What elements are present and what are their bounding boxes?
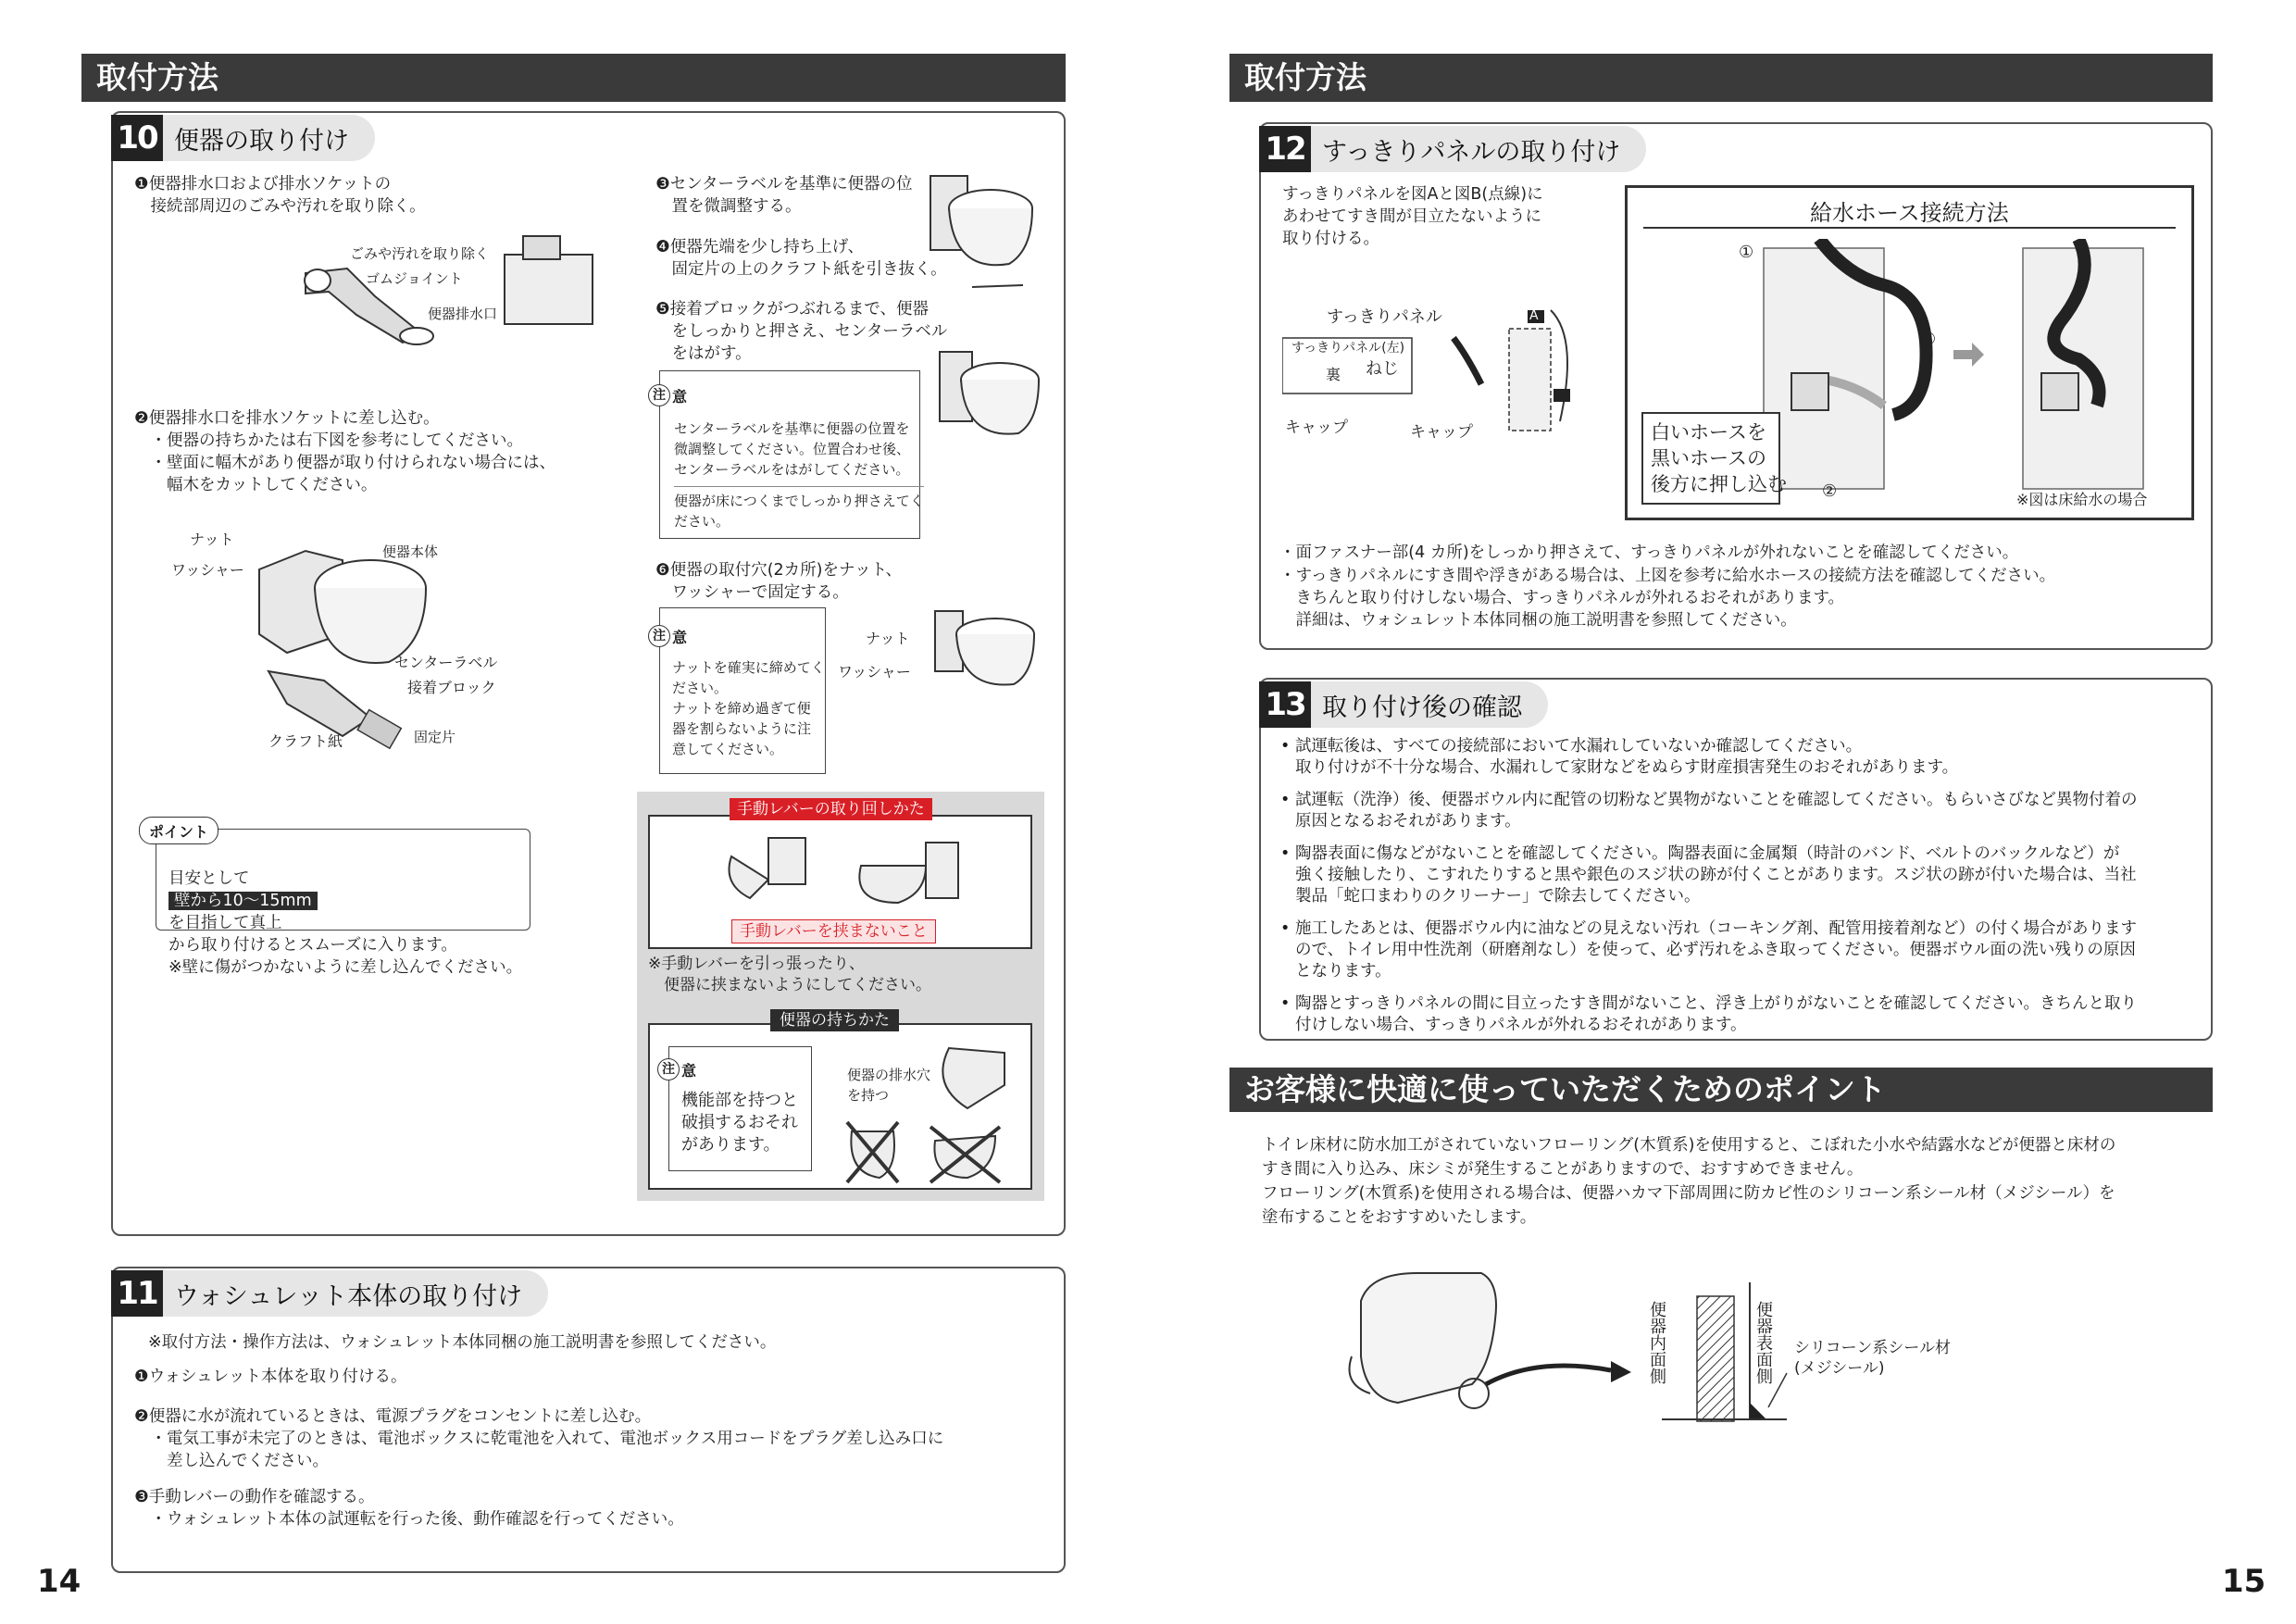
label-seal: シリコーン系シール材 (メジシール) [1794,1339,1951,1378]
step13-item-text: 試運転（洗浄）後、便器ボウル内に配管の切粉など異物がないことを確認してください。もらいさびなど異物付着の 原因となるおそれがあります。 [1295,791,2138,831]
point-tag [139,817,218,844]
step13-item [1280,918,2197,982]
label-outlet: 便器排水口 [428,306,498,322]
hose-note: 白いホースを 黒いホースの 後方に押し込む [1651,421,1787,495]
caution-icon-2: 注 [648,625,670,647]
hose-number-3: ③ [1921,330,1937,349]
left-header-text: 取付方法 [96,59,218,95]
step13-item-text: 陶器とすっきりパネルの間に目立ったすき間がないこと、浮き上がりがないことを確認してください。きちんと取り 付けしない場合、すっきりパネルが外れるおそれがあります。 [1295,994,2137,1034]
caution-tag-1 [648,384,687,406]
hose-footnote: ※図は床給水の場合 [2016,491,2148,508]
caution-icon: 注 [648,384,670,406]
holding-title: 便器の持ちかた [770,1009,899,1031]
step10-number: 10 [111,115,163,161]
step13-item [1280,790,2197,832]
hose-number-2: ② [1822,481,1838,501]
lever-warning: 手動レバーを挟まないこと [731,919,936,943]
comfort-header-text: お客様に快適に使っていただくためのポイント [1244,1071,1886,1107]
label-fixing-piece: 固定片 [414,729,456,745]
lever-note: ※手動レバーを引っ張ったり、 便器に挟まないようにしてください。 [648,955,931,994]
step10-instruction-6: ❻便器の取付穴(2カ所)をナット、 ワッシャーで固定する。 [655,561,903,602]
step11-instruction-3: ❸手動レバーの動作を確認する。 ・ウォシュレット本体の試運転を行った後、動作確認を行ってください。 [134,1488,684,1529]
label-outer-side: 便器表面側 [1753,1301,1773,1384]
label-center-label: センターラベル [394,654,498,671]
right-header-text: 取付方法 [1244,59,1366,95]
step11-number: 11 [111,1270,163,1317]
holding-illustration [838,1030,1023,1187]
label-inner-side: 便器内面側 [1647,1301,1666,1384]
step12-bullet-1: ・面ファスナー部(4 カ所)をしっかり押さえて、すっきりパネルが外れないことを確認してください。 [1279,543,2019,562]
toilet-install-illustration [231,532,454,755]
step12-title: すっきりパネルの取り付け [1322,137,1621,167]
label-nut: ナット [190,531,234,548]
point-pre: 目安として [168,869,250,888]
bullet-dot: • [1280,844,1291,863]
bullet-dot: • [1280,737,1291,756]
step13-heading [1259,681,1548,728]
caution-text-2: ナットを確実に締めてく ださい。 ナットを締め過ぎて便 器を割らないように注 意してください。 [672,659,825,757]
label-a: A [1529,308,1539,323]
step13-title: 取り付け後の確認 [1322,693,1522,722]
right-page-number: 15 [2222,1563,2266,1600]
label-back: 裏 [1326,366,1341,383]
caution-tag-1-text: 意 [672,387,688,406]
step10-instruction-2: ❷便器排水口を排水ソケットに差し込む。 ・便器の持ちかたは右下図を参考にしてください。 ・壁面に幅木があり便器が取り付けられない場合には、 幅木をカットしてください。 [134,409,555,494]
label-nut-2: ナット [866,630,910,647]
step13-item [1280,736,2197,779]
step10-instruction-3: ❸センターラベルを基準に便器の位 置を微調整する。 [655,175,913,216]
caution-tag-2 [648,625,687,647]
point-highlight: 壁から10〜15mm [168,892,318,910]
nut-fix-illustration [930,606,1042,694]
caution-text-1: センターラベルを基準に便器の位置を 微調整してください。位置合わせ後、 センターラベルをはがしてください。 [674,420,911,478]
adjust-toilet-illustration [917,167,1046,296]
hose-title-rule [1643,227,2176,229]
step13-number: 13 [1259,681,1311,728]
right-section-header [1229,54,2213,102]
caution-text-3: 機能部を持つと 破損するおそれ があります。 [681,1091,798,1155]
label-kraft-paper: クラフト紙 [268,732,343,750]
step11-instruction-2: ❷便器に水が流れているときは、電源プラグをコンセントに差し込む。 ・電気工事が未完了のときは、電池ボックスに乾電池を入れて、電池ボックス用コードをプラグ差し込み口に 差し込んでください。 [134,1407,944,1470]
left-section-header [81,54,1066,102]
step10-instruction-5: ❺接着ブロックがつぶれるまで、便器 をしっかりと押さえ、センターラベル をはがす。 [655,300,948,363]
step11-note: ※取付方法・操作方法は、ウォシュレット本体同梱の施工説明書を参照してください。 [148,1333,777,1352]
label-panel: すっきりパネル [1327,307,1442,327]
comfort-header [1229,1068,2213,1112]
hose-number-1: ① [1739,243,1754,262]
label-cap: キャップ [1285,418,1348,437]
step10-heading [111,115,375,161]
label-dirt: ごみや汚れを取り除く [350,245,490,262]
step13-item-text: 施工したあとは、便器ボウル内に油などの見えない汚れ（コーキング剤、配管用接着剤など）の付く場合があります ので、トイレ用中性洗剤（研磨剤なし）を使って、必ず汚れをふき取ってください。便器ボウル面の洗い残りの原因 となります。 [1295,919,2137,981]
step12-number: 12 [1259,126,1311,172]
bullet-dot: • [1280,994,1291,1013]
holding-label: 便器の排水穴 を持つ [847,1067,931,1104]
step13-item [1280,843,2197,907]
point-text [168,845,522,979]
lever-title: 手動レバーの取り回しかた [730,798,932,820]
step11-instruction-1: ❶ウォシュレット本体を取り付ける。 [134,1368,407,1386]
seal-illustration [1333,1264,1852,1449]
step10-instruction-1: ❶便器排水口および排水ソケットの 接続部周辺のごみや汚れを取り除く。 [134,175,426,216]
caution-text-1b: 便器が床につくまでしっかり押さえてく ださい。 [674,486,924,531]
left-page-number: 14 [37,1563,81,1600]
bullet-dot: • [1280,919,1291,938]
step11-title: ウォシュレット本体の取り付け [174,1281,523,1311]
step11-heading [111,1270,548,1317]
step12-bullet-2: ・すっきりパネルにすき間や浮きがある場合は、上図を参考に給水ホースの接続方法を確認してください。 きちんと取り付けしない場合、すっきりパネルが外れるおそれがあります。 詳細は、ウォシュレット本体同梱の施工説明書を参照してください。 [1279,567,2056,630]
point-tag-text: ポイント [149,822,209,841]
step13-item-text: 陶器表面に傷などがないことを確認してください。陶器表面に金属類（時計のバンド、ベルトのバックルなど）が 強く接触したり、こすれたりすると黒や銀色のスジ状の跡が付くことがあります。スジ状の跡が付いた場合は、当社 製品「蛇口まわりのクリーナー」で除去してください。 [1295,844,2137,906]
label-washer: ワッシャー [171,561,244,579]
point-post: を目指して真上 から取り付けるとスムーズに入ります。 ※壁に傷がつかないように差し込んでください。 [168,914,523,977]
caution-tag-2-text: 意 [672,628,688,646]
label-adhesive-block: 接着ブロック [407,679,496,696]
step12-intro: すっきりパネルを図Aと図B(点線)に あわせてすき間が目立たないように 取り付ける。 [1282,185,1543,248]
label-screw: ねじ [1366,359,1399,379]
step10-instruction-4: ❹便器先端を少し持ち上げ、 固定片の上のクラフト紙を引き抜く。 [655,238,947,279]
label-panel-left: すっきりパネル(左) [1292,341,1405,356]
label-cap-2: キャップ [1410,423,1473,442]
hose-illustration [1745,239,2171,503]
label-washer-2: ワッシャー [838,663,911,681]
caution-tag-3-text: 意 [681,1061,697,1080]
label-b: B [1579,387,1589,402]
step10-title: 便器の取り付け [174,126,349,156]
comfort-text: トイレ床材に防水加工がされていないフローリング(木質系)を使用すると、こぼれた小水や結露水などが便器と床材の すき間に入り込み、床シミが発生することがありますので、おすすめできません。 フローリング(木質系)を使用される場合は、便器ハカマ下部周囲に防カビ性のシリコーン系シール材（メジシール）を 塗布することをおすすめいたします。 [1262,1136,2116,1227]
step13-item [1280,993,2197,1036]
label-toilet-body: 便器本体 [382,543,439,560]
lever-illustration [713,829,981,921]
hose-title: 給水ホース接続方法 [1810,200,2009,226]
bullet-dot: • [1280,791,1291,809]
caution-icon-3: 注 [657,1058,680,1081]
step13-list [1280,736,2197,1047]
press-toilet-illustration [935,343,1055,449]
label-rubber-joint: ゴムジョイント [366,270,463,287]
step12-heading [1259,126,1646,172]
step13-item-text: 試運転後は、すべての接続部において水漏れしていないか確認してください。 取り付けが不十分な場合、水漏れして家財などをぬらす財産損害発生のおそれがあります。 [1295,737,1959,777]
caution-tag-3 [657,1058,696,1081]
